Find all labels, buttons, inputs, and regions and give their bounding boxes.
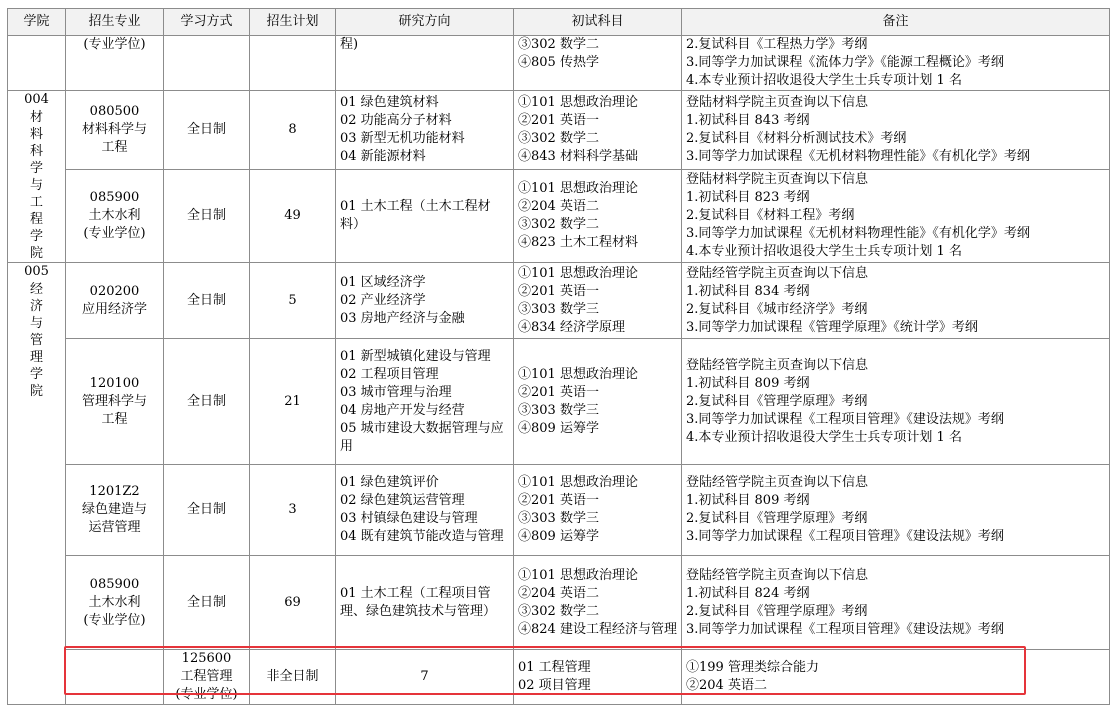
remarks-cell: 登陆经管学院主页查询以下信息 1.初试科目 809 考纲 2.复试科目《管理学原理》考纲 3.同等学力加试课程《工程项目管理》《建设法规》考纲 4.本专业预计招收退役大学生士兵专项计划 1 名 <box>682 339 1110 465</box>
major-cell: 125600 工程管理 (专业学位) <box>164 650 250 705</box>
remarks-cell: 登陆经管学院主页查询以下信息 1.初试科目 809 考纲 2.复试科目《管理学原理》考纲 3.同等学力加试课程《工程项目管理》《建设法规》考纲 <box>682 465 1110 556</box>
table-row <box>8 339 1110 465</box>
mode-cell: 全日制 <box>164 91 250 170</box>
direction-cell: 01 土木工程（土木工程材料） <box>336 170 514 263</box>
table-row <box>8 263 1110 339</box>
table-row <box>8 465 1110 556</box>
exam-cell: ③302 数学二 ④805 传热学 <box>514 36 682 91</box>
mode-cell <box>164 36 250 91</box>
plan-cell: 49 <box>250 170 336 263</box>
mode-cell: 非全日制 <box>250 650 336 705</box>
mode-cell: 全日制 <box>164 339 250 465</box>
major-cell: 085900 土木水利 (专业学位) <box>66 556 164 650</box>
major-cell: 1201Z2 绿色建造与 运营管理 <box>66 465 164 556</box>
major-cell: 020200 应用经济学 <box>66 263 164 339</box>
exam-cell: ①101 思想政治理论 ②201 英语一 ③303 数学三 ④809 运筹学 <box>514 465 682 556</box>
header-major: 招生专业 <box>66 9 164 36</box>
major-cell: 085900 土木水利 (专业学位) <box>66 170 164 263</box>
direction-cell: 01 绿色建筑材料 02 功能高分子材料 03 新型无机功能材料 04 新能源材料 <box>336 91 514 170</box>
major-cell: 080500 材料科学与 工程 <box>66 91 164 170</box>
direction-cell: 01 工程管理 02 项目管理 <box>514 650 682 705</box>
direction-cell: 01 新型城镇化建设与管理 02 工程项目管理 03 城市管理与治理 04 房地产开发与经营 05 城市建设大数据管理与应用 <box>336 339 514 465</box>
exam-cell: ①101 思想政治理论 ②201 英语一 ③302 数学二 ④843 材料科学基础 <box>514 91 682 170</box>
header-row <box>8 9 1110 36</box>
direction-cell: 01 区域经济学 02 产业经济学 03 房地产经济与金融 <box>336 263 514 339</box>
table-row <box>8 91 1110 170</box>
plan-cell <box>250 36 336 91</box>
exam-cell: ①101 思想政治理论 ②204 英语二 ③302 数学二 ④823 土木工程材料 <box>514 170 682 263</box>
exam-cell: ①199 管理类综合能力 ②204 英语二 <box>682 650 1110 705</box>
header-exam: 初试科目 <box>514 9 682 36</box>
admissions-table <box>7 8 1110 705</box>
major-cell: (专业学位) <box>66 36 164 91</box>
plan-cell: 7 <box>336 650 514 705</box>
header-mode: 学习方式 <box>164 9 250 36</box>
remarks-cell: 登陆材料学院主页查询以下信息 1.初试科目 823 考纲 2.复试科目《材料工程》考纲 3.同等学力加试课程《无机材料物理性能》《有机化学》考纲 4.本专业预计招收退役大学生士兵专项计划 1 名 <box>682 170 1110 263</box>
mode-cell: 全日制 <box>164 465 250 556</box>
direction-cell: 01 绿色建筑评价 02 绿色建筑运营管理 03 村镇绿色建设与管理 04 既有建筑节能改造与管理 <box>336 465 514 556</box>
header-plan: 招生计划 <box>250 9 336 36</box>
table-row <box>8 556 1110 650</box>
remarks-cell: 2.复试科目《工程热力学》考纲 3.同等学力加试课程《流体力学》《能源工程概论》考纲 4.本专业预计招收退役大学生士兵专项计划 1 名 <box>682 36 1110 91</box>
major-cell: 120100 管理科学与 工程 <box>66 339 164 465</box>
exam-cell: ①101 思想政治理论 ②204 英语二 ③302 数学二 ④824 建设工程经济与管理 <box>514 556 682 650</box>
remarks-cell: 登陆经管学院主页查询以下信息 1.初试科目 824 考纲 2.复试科目《管理学原理》考纲 3.同等学力加试课程《工程项目管理》《建设法规》考纲 <box>682 556 1110 650</box>
college-cell-004: 004 材料科学与工程学院 <box>8 91 66 263</box>
exam-cell: ①101 思想政治理论 ②201 英语一 ③303 数学三 ④834 经济学原理 <box>514 263 682 339</box>
plan-cell: 3 <box>250 465 336 556</box>
table-row-highlighted <box>8 650 1110 705</box>
header-direction: 研究方向 <box>336 9 514 36</box>
table-row <box>8 170 1110 263</box>
header-remarks: 备注 <box>682 9 1110 36</box>
table-row-partial <box>8 36 1110 91</box>
plan-cell: 69 <box>250 556 336 650</box>
college-cell-005: 005 经济与管理学院 <box>8 263 66 705</box>
plan-cell: 8 <box>250 91 336 170</box>
plan-cell: 5 <box>250 263 336 339</box>
mode-cell: 全日制 <box>164 263 250 339</box>
header-college: 学院 <box>8 9 66 36</box>
direction-cell: 01 土木工程（工程项目管理、绿色建筑技术与管理） <box>336 556 514 650</box>
mode-cell: 全日制 <box>164 556 250 650</box>
direction-cell: 程) <box>336 36 514 91</box>
exam-cell: ①101 思想政治理论 ②201 英语一 ③303 数学三 ④809 运筹学 <box>514 339 682 465</box>
college-cell-empty <box>8 36 66 91</box>
remarks-cell: 登陆经管学院主页查询以下信息 1.初试科目 834 考纲 2.复试科目《城市经济学》考纲 3.同等学力加试课程《管理学原理》《统计学》考纲 <box>682 263 1110 339</box>
mode-cell: 全日制 <box>164 170 250 263</box>
remarks-cell: 登陆材料学院主页查询以下信息 1.初试科目 843 考纲 2.复试科目《材料分析测试技术》考纲 3.同等学力加试课程《无机材料物理性能》《有机化学》考纲 <box>682 91 1110 170</box>
plan-cell: 21 <box>250 339 336 465</box>
college-cell-empty <box>66 650 164 705</box>
